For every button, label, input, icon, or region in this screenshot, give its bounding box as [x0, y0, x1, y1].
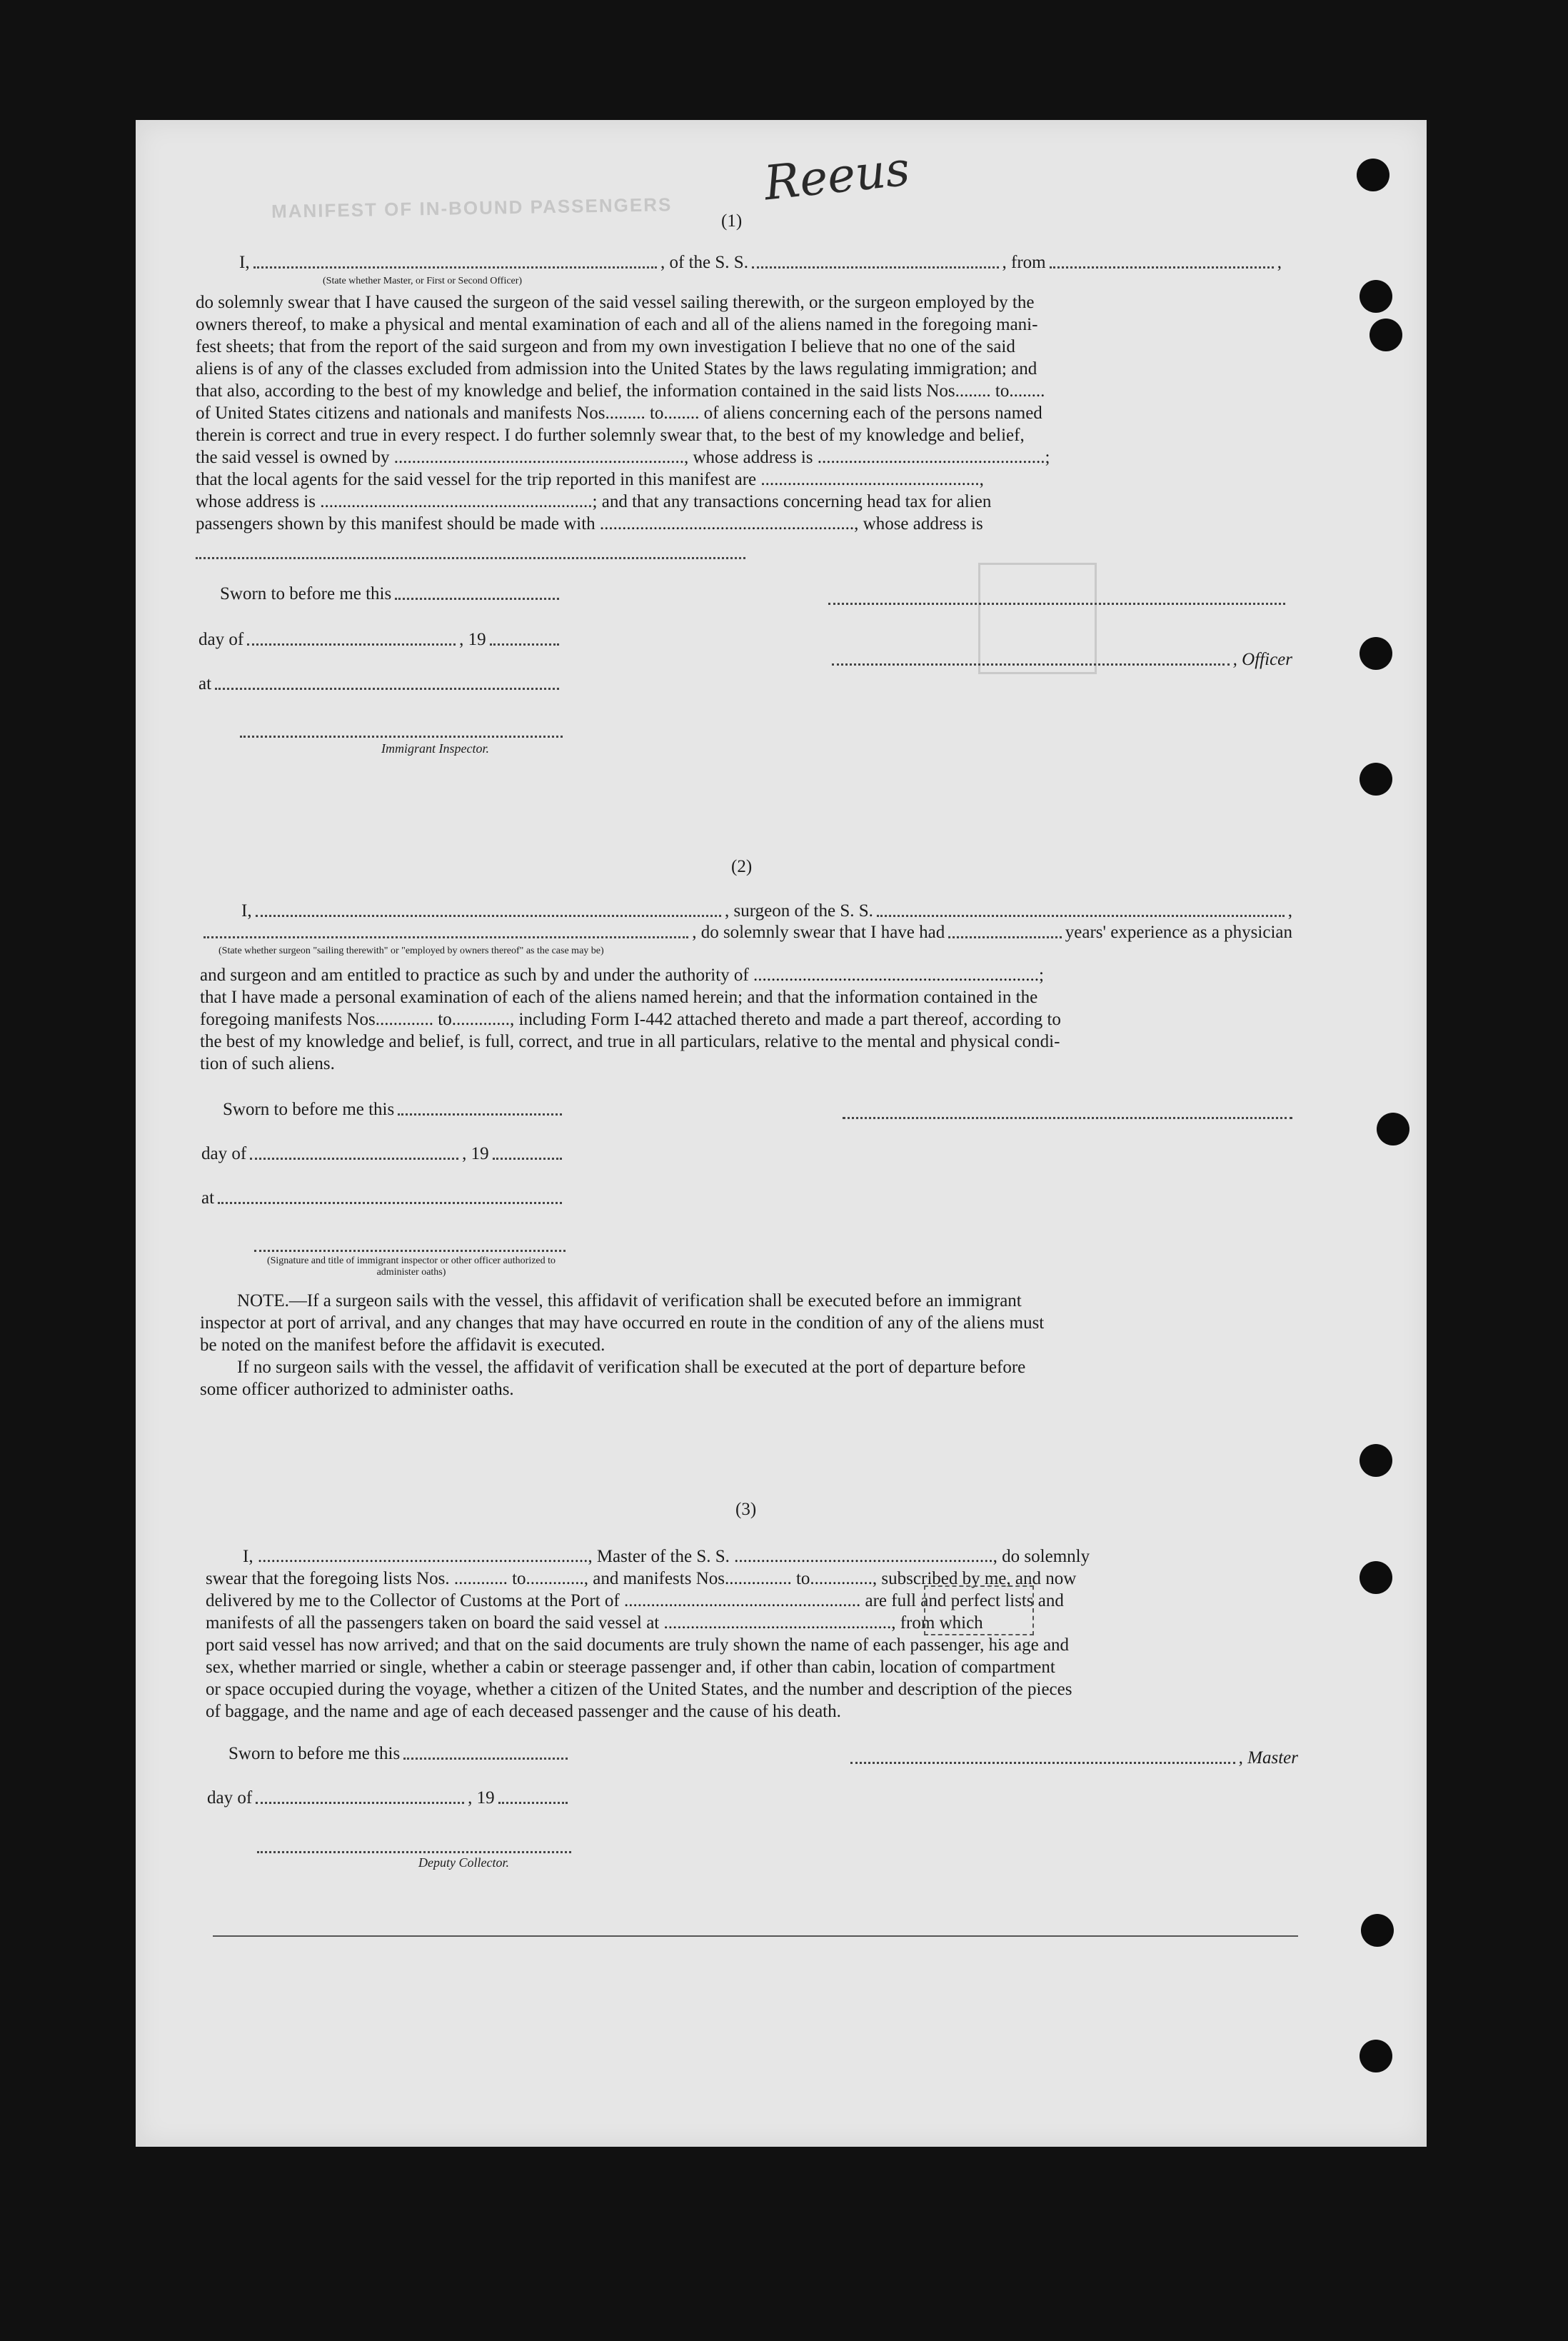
master-line: , Master: [847, 1748, 1298, 1768]
customs-stamp: [924, 1585, 1034, 1635]
binder-hole: [1370, 319, 1402, 351]
address-blank-line: [196, 557, 745, 559]
signature-line-1a: [828, 603, 1285, 605]
surgeon-type-note: (State whether surgeon "sailing therewith" or "employed by owners thereof" as the case may be): [218, 946, 604, 956]
binder-hole: [1360, 1444, 1392, 1477]
bottom-rule: [213, 1935, 1298, 1937]
sworn-line-3: Sworn to before me this: [228, 1744, 571, 1764]
binder-hole: [1360, 637, 1392, 670]
day-of-line-2: day of , 19: [201, 1144, 566, 1164]
section-2-first-line: I, , surgeon of the S. S. ,: [241, 901, 1292, 921]
binder-hole: [1360, 1561, 1392, 1594]
binder-hole: [1360, 280, 1392, 313]
signature-title-note: (Signature and title of immigrant inspector or other officer authorized to administer oaths): [266, 1255, 556, 1278]
section-1-oath-paragraph: do solemnly swear that I have caused the surgeon of the said vessel sailing therewith, or the surgeon employed by the owners thereof, to make a physical and mental examination of each and all of the aliens named in the foregoing mani- fest sheets; that from the report of the said surgeon and from my own investigation I believe that no one of the said aliens is of any of the classes excluded from admission into the United States by the laws regulating immigration; and that also, according to the best of my knowledge and belief, the information contained in the said lists Nos........ to........ of United States citizens and nationals and manifests Nos......... to........ of aliens concerning each of the persons named therein is correct and true in every respect. I do further solemnly swear that, to the best of my knowledge and belief, the said vessel is owned by ................................................................., whose address is ...................................................; that the local agents for the said vessel for the trip reported in this manifest are ................................................., whose address is .............................................................; and that any transactions concerning head tax for alien passengers shown by this manifest should be made with ........................................................., whose address is: [196, 293, 1050, 533]
binder-hole: [1361, 1914, 1394, 1947]
sworn-line-1: Sworn to before me this: [220, 584, 563, 604]
binder-hole: [1360, 2040, 1392, 2072]
at-line-2: at: [201, 1188, 566, 1208]
section-2-number: (2): [731, 857, 753, 876]
handwritten-note: Reeus: [761, 141, 913, 211]
day-of-line-1: day of , 19: [198, 630, 563, 650]
section-1-number: (1): [721, 211, 743, 231]
document-page: [136, 120, 1427, 2147]
deputy-signature-line: [257, 1851, 571, 1853]
inspector-signature-line-2: [254, 1250, 566, 1252]
section-3-number: (3): [735, 1500, 757, 1519]
bleed-through-header: MANIFEST OF IN-BOUND PASSENGERS: [271, 194, 673, 222]
section-2-oath-paragraph: and surgeon and am entitled to practice as such by and under the authority of ................................................................; that I have made a personal examination of each of the aliens named herein; and that the information contained in the foregoing manifests Nos............. to............., including Form I-442 attached thereto and made a part thereof, according to the best of my knowledge and belief, is full, correct, and true in all particulars, relative to the mental and physical condi- tion of such aliens.: [200, 966, 1061, 1073]
binder-hole: [1357, 159, 1389, 191]
at-line-1: at: [198, 674, 563, 694]
inspector-signature-line: [240, 736, 563, 738]
master-officer-note: (State whether Master, or First or Second Officer): [323, 276, 523, 286]
deputy-collector-label: Deputy Collector.: [418, 1855, 509, 1870]
binder-hole: [1360, 763, 1392, 796]
day-of-line-3: day of , 19: [207, 1788, 571, 1808]
binder-hole: [1377, 1113, 1409, 1146]
section-3-oath-paragraph: I, .........................................................................., Master of the S. S. .........................................................., do solemnly swear that the foregoing lists Nos. ............ to............., and manifests Nos............... to.............., subscribed by me, and now delivered by me to the Collector of Customs at the Port of ..................................................... are full and perfect lists and manifests of all the passengers taken on board the said vessel at ..................................................., from which port said vessel has now arrived; and that on the said documents are truly shown the name of each passenger, his age and sex, whether married or single, whether a cabin or steerage passenger and, if other than cabin, location of compartment or space occupied during the voyage, whether a citizen of the United States, and the number and description of the pieces of baggage, and the name and age of each deceased passenger and the cause of his death.: [206, 1547, 1090, 1721]
section-2-second-line: , do solemnly swear that I have had years' experience as a physician: [200, 923, 1292, 943]
section-1-first-line: I, , of the S. S. , from ,: [239, 253, 1282, 272]
signature-line-2: [843, 1117, 1292, 1119]
immigrant-inspector-label: Immigrant Inspector.: [381, 741, 489, 756]
sworn-line-2: Sworn to before me this: [223, 1100, 566, 1120]
officer-line: , Officer: [828, 650, 1292, 670]
verification-note: NOTE.—If a surgeon sails with the vessel, this affidavit of verification shall be executed before an immigrant inspector at port of arrival, and any changes that may have occurred en route in the condition of any of the aliens must be noted on the manifest before the affidavit is executed. If no surgeon sails with the vessel, the affidavit of verification shall be executed at the port of departure before some officer authorized to administer oaths.: [200, 1291, 1045, 1399]
